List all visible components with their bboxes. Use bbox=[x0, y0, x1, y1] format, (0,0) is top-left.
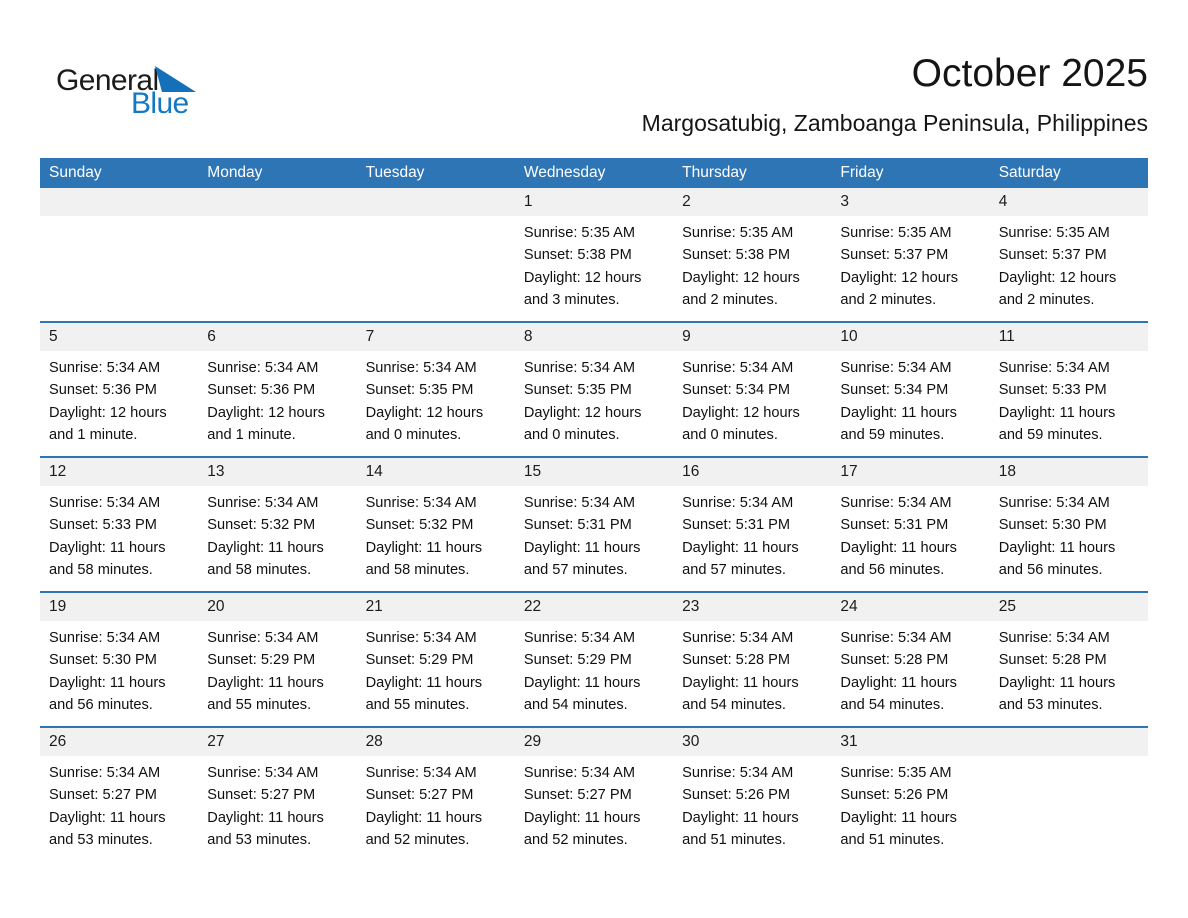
calendar-weeks bbox=[40, 188, 1148, 861]
sunset-line: Sunset: 5:38 PM bbox=[682, 247, 791, 264]
day-cell bbox=[357, 621, 515, 726]
day-number: 21 bbox=[365, 598, 383, 615]
empty-day-cell bbox=[198, 216, 356, 321]
day-number: 25 bbox=[998, 598, 1016, 615]
daylight-line: Daylight: 11 hours and 54 minutes. bbox=[840, 674, 957, 714]
day-cell bbox=[990, 621, 1148, 726]
day-cell bbox=[515, 621, 673, 726]
day-number: 2 bbox=[682, 193, 691, 210]
sunset-line: Sunset: 5:29 PM bbox=[207, 652, 316, 669]
daylight-line: Daylight: 11 hours and 53 minutes. bbox=[49, 809, 166, 849]
day-cell bbox=[198, 756, 356, 861]
daylight-line: Daylight: 12 hours and 2 minutes. bbox=[840, 269, 959, 309]
week-row bbox=[40, 188, 1148, 321]
day-cell bbox=[515, 351, 673, 456]
sunrise-line: Sunrise: 5:34 AM bbox=[840, 630, 952, 646]
weekday-label: Sunday bbox=[49, 164, 102, 181]
sunset-line: Sunset: 5:37 PM bbox=[998, 247, 1107, 264]
day-cell bbox=[515, 486, 673, 591]
sunset-line: Sunset: 5:31 PM bbox=[523, 517, 632, 534]
day-cell bbox=[40, 621, 198, 726]
weekday-label: Thursday bbox=[682, 164, 747, 181]
sunrise-line: Sunrise: 5:34 AM bbox=[682, 360, 794, 376]
sunrise-line: Sunrise: 5:34 AM bbox=[207, 765, 319, 781]
day-cell bbox=[357, 351, 515, 456]
day-number: 13 bbox=[207, 463, 225, 480]
sunset-line: Sunset: 5:29 PM bbox=[523, 652, 632, 669]
day-cell bbox=[673, 621, 831, 726]
day-cell bbox=[357, 756, 515, 861]
daylight-line: Daylight: 12 hours and 3 minutes. bbox=[523, 269, 642, 309]
daylight-line: Daylight: 12 hours and 0 minutes. bbox=[682, 404, 800, 444]
sunset-line: Sunset: 5:26 PM bbox=[840, 787, 949, 804]
sunrise-line: Sunrise: 5:34 AM bbox=[840, 495, 952, 511]
weekday-label: Monday bbox=[207, 164, 263, 181]
weekday-label: Wednesday bbox=[523, 164, 606, 181]
day-cell bbox=[990, 486, 1148, 591]
day-number: 22 bbox=[523, 598, 542, 615]
sunrise-line: Sunrise: 5:35 AM bbox=[840, 765, 952, 781]
sunrise-line: Sunrise: 5:34 AM bbox=[523, 360, 635, 376]
sunset-line: Sunset: 5:36 PM bbox=[49, 382, 157, 399]
daylight-line: Daylight: 11 hours and 54 minutes. bbox=[682, 674, 799, 714]
sunrise-line: Sunrise: 5:34 AM bbox=[365, 765, 477, 781]
day-details-row bbox=[40, 486, 1148, 591]
weekday-label: Friday bbox=[840, 164, 884, 181]
day-cell bbox=[40, 486, 198, 591]
day-cell bbox=[198, 351, 356, 456]
daylight-line: Daylight: 11 hours and 52 minutes. bbox=[365, 809, 483, 849]
daylight-line: Daylight: 11 hours and 58 minutes. bbox=[207, 539, 324, 579]
week-row bbox=[40, 726, 1148, 861]
day-number: 10 bbox=[840, 328, 858, 345]
day-number: 5 bbox=[49, 328, 58, 345]
day-cell bbox=[831, 486, 989, 591]
day-details-row bbox=[40, 621, 1148, 726]
daylight-line: Daylight: 11 hours and 58 minutes. bbox=[365, 539, 483, 579]
sunrise-line: Sunrise: 5:34 AM bbox=[49, 360, 161, 376]
day-number: 26 bbox=[49, 733, 67, 750]
day-number: 1 bbox=[523, 193, 533, 210]
day-cell bbox=[198, 486, 356, 591]
daylight-line: Daylight: 11 hours and 54 minutes. bbox=[523, 674, 641, 714]
sunrise-line: Sunrise: 5:34 AM bbox=[365, 360, 477, 376]
sunrise-line: Sunrise: 5:34 AM bbox=[365, 495, 477, 511]
sunrise-line: Sunrise: 5:34 AM bbox=[365, 630, 477, 646]
day-number: 20 bbox=[207, 598, 225, 615]
sunset-line: Sunset: 5:27 PM bbox=[207, 787, 316, 804]
day-number: 29 bbox=[523, 733, 542, 750]
sunset-line: Sunset: 5:32 PM bbox=[365, 517, 474, 534]
sunrise-line: Sunrise: 5:34 AM bbox=[998, 360, 1110, 376]
daylight-line: Daylight: 11 hours and 56 minutes. bbox=[998, 539, 1116, 579]
sunrise-line: Sunrise: 5:34 AM bbox=[682, 630, 794, 646]
day-cell bbox=[831, 756, 989, 861]
general-blue-logo bbox=[56, 64, 216, 120]
day-number: 17 bbox=[840, 463, 858, 480]
title-block bbox=[642, 53, 1148, 137]
sunset-line: Sunset: 5:31 PM bbox=[682, 517, 791, 534]
sunset-line: Sunset: 5:30 PM bbox=[998, 517, 1107, 534]
day-number: 16 bbox=[682, 463, 700, 480]
sunset-line: Sunset: 5:33 PM bbox=[49, 517, 157, 534]
sunset-line: Sunset: 5:34 PM bbox=[840, 382, 949, 399]
week-row bbox=[40, 591, 1148, 726]
logo-text-general: General bbox=[56, 64, 159, 97]
daylight-line: Daylight: 12 hours and 1 minute. bbox=[207, 404, 325, 444]
daylight-line: Daylight: 11 hours and 57 minutes. bbox=[682, 539, 799, 579]
sunset-line: Sunset: 5:29 PM bbox=[365, 652, 474, 669]
day-number: 18 bbox=[998, 463, 1016, 480]
sunset-line: Sunset: 5:34 PM bbox=[682, 382, 791, 399]
calendar-table bbox=[40, 158, 1148, 861]
sunset-line: Sunset: 5:36 PM bbox=[207, 382, 316, 399]
sunrise-line: Sunrise: 5:34 AM bbox=[523, 495, 635, 511]
day-cell bbox=[40, 756, 198, 861]
daylight-line: Daylight: 11 hours and 52 minutes. bbox=[523, 809, 641, 849]
day-number-band bbox=[40, 728, 1148, 756]
sunset-line: Sunset: 5:27 PM bbox=[523, 787, 632, 804]
day-cell bbox=[673, 486, 831, 591]
day-cell bbox=[198, 621, 356, 726]
sunset-line: Sunset: 5:30 PM bbox=[49, 652, 157, 669]
sunrise-line: Sunrise: 5:34 AM bbox=[682, 495, 794, 511]
day-details-row bbox=[40, 756, 1148, 861]
day-cell bbox=[673, 756, 831, 861]
sunrise-line: Sunrise: 5:34 AM bbox=[207, 630, 319, 646]
sunset-line: Sunset: 5:33 PM bbox=[998, 382, 1107, 399]
sunset-line: Sunset: 5:31 PM bbox=[840, 517, 949, 534]
daylight-line: Daylight: 11 hours and 55 minutes. bbox=[365, 674, 483, 714]
daylight-line: Daylight: 12 hours and 2 minutes. bbox=[682, 269, 800, 309]
page-title: October 2025 bbox=[911, 52, 1148, 95]
sunrise-line: Sunrise: 5:34 AM bbox=[682, 765, 794, 781]
sunrise-line: Sunrise: 5:34 AM bbox=[523, 630, 635, 646]
sunset-line: Sunset: 5:27 PM bbox=[365, 787, 474, 804]
daylight-line: Daylight: 11 hours and 55 minutes. bbox=[207, 674, 324, 714]
day-number: 28 bbox=[365, 733, 383, 750]
sunset-line: Sunset: 5:32 PM bbox=[207, 517, 316, 534]
day-number-band bbox=[40, 593, 1148, 621]
sunrise-line: Sunrise: 5:34 AM bbox=[207, 360, 319, 376]
sunrise-line: Sunrise: 5:35 AM bbox=[523, 225, 635, 241]
day-number: 31 bbox=[840, 733, 858, 750]
sunset-line: Sunset: 5:35 PM bbox=[365, 382, 474, 399]
day-cell bbox=[40, 351, 198, 456]
day-number: 15 bbox=[523, 463, 542, 480]
day-number: 27 bbox=[207, 733, 225, 750]
weekday-label: Tuesday bbox=[365, 164, 425, 181]
daylight-line: Daylight: 11 hours and 56 minutes. bbox=[49, 674, 166, 714]
sunrise-line: Sunrise: 5:34 AM bbox=[207, 495, 319, 511]
logo-text-blue: Blue bbox=[131, 87, 189, 120]
sunset-line: Sunset: 5:28 PM bbox=[998, 652, 1107, 669]
sunset-line: Sunset: 5:28 PM bbox=[840, 652, 949, 669]
empty-day-cell bbox=[40, 216, 198, 321]
location-subtitle: Margosatubig, Zamboanga Peninsula, Philippines bbox=[641, 109, 1148, 136]
day-cell bbox=[673, 351, 831, 456]
day-cell bbox=[515, 216, 673, 321]
day-cell bbox=[515, 756, 673, 861]
daylight-line: Daylight: 11 hours and 58 minutes. bbox=[49, 539, 166, 579]
sunrise-line: Sunrise: 5:34 AM bbox=[523, 765, 635, 781]
daylight-line: Daylight: 11 hours and 59 minutes. bbox=[840, 404, 957, 444]
day-number: 8 bbox=[523, 328, 533, 345]
sunrise-line: Sunrise: 5:35 AM bbox=[682, 225, 794, 241]
daylight-line: Daylight: 12 hours and 2 minutes. bbox=[998, 269, 1117, 309]
sunset-line: Sunset: 5:37 PM bbox=[840, 247, 949, 264]
day-number: 6 bbox=[207, 328, 216, 345]
daylight-line: Daylight: 11 hours and 51 minutes. bbox=[840, 809, 957, 849]
day-cell bbox=[990, 216, 1148, 321]
sunrise-line: Sunrise: 5:34 AM bbox=[998, 630, 1110, 646]
day-number: 7 bbox=[365, 328, 375, 345]
day-number-band bbox=[40, 458, 1148, 486]
day-number: 19 bbox=[49, 598, 67, 615]
week-row bbox=[40, 456, 1148, 591]
sunrise-line: Sunrise: 5:34 AM bbox=[49, 495, 161, 511]
daylight-line: Daylight: 12 hours and 0 minutes. bbox=[523, 404, 642, 444]
sunrise-line: Sunrise: 5:35 AM bbox=[840, 225, 952, 241]
day-number: 4 bbox=[998, 193, 1008, 210]
day-cell bbox=[831, 216, 989, 321]
sunset-line: Sunset: 5:28 PM bbox=[682, 652, 791, 669]
empty-day-cell bbox=[357, 216, 515, 321]
day-number: 23 bbox=[682, 598, 700, 615]
daylight-line: Daylight: 11 hours and 53 minutes. bbox=[998, 674, 1116, 714]
day-number: 9 bbox=[682, 328, 691, 345]
day-number: 14 bbox=[365, 463, 383, 480]
day-cell bbox=[831, 621, 989, 726]
daylight-line: Daylight: 11 hours and 56 minutes. bbox=[840, 539, 957, 579]
sunset-line: Sunset: 5:26 PM bbox=[682, 787, 791, 804]
sunrise-line: Sunrise: 5:34 AM bbox=[49, 630, 161, 646]
day-details-row bbox=[40, 351, 1148, 456]
sunrise-line: Sunrise: 5:34 AM bbox=[840, 360, 952, 376]
daylight-line: Daylight: 11 hours and 51 minutes. bbox=[682, 809, 799, 849]
daylight-line: Daylight: 12 hours and 1 minute. bbox=[49, 404, 167, 444]
empty-day-cell bbox=[990, 756, 1148, 861]
day-details-row bbox=[40, 216, 1148, 321]
weekday-label: Saturday bbox=[998, 164, 1061, 181]
day-cell bbox=[673, 216, 831, 321]
sunset-line: Sunset: 5:27 PM bbox=[49, 787, 157, 804]
sunrise-line: Sunrise: 5:34 AM bbox=[49, 765, 161, 781]
daylight-line: Daylight: 11 hours and 59 minutes. bbox=[998, 404, 1116, 444]
day-number-band bbox=[40, 188, 1148, 216]
week-row bbox=[40, 321, 1148, 456]
day-number-band bbox=[40, 323, 1148, 351]
day-number: 12 bbox=[49, 463, 67, 480]
day-cell bbox=[831, 351, 989, 456]
daylight-line: Daylight: 11 hours and 57 minutes. bbox=[523, 539, 641, 579]
day-cell bbox=[990, 351, 1148, 456]
sunrise-line: Sunrise: 5:34 AM bbox=[998, 495, 1110, 511]
weekday-header-row bbox=[40, 158, 1148, 188]
day-number: 24 bbox=[840, 598, 858, 615]
day-number: 11 bbox=[998, 328, 1015, 345]
daylight-line: Daylight: 12 hours and 0 minutes. bbox=[365, 404, 484, 444]
day-number: 3 bbox=[840, 193, 850, 210]
daylight-line: Daylight: 11 hours and 53 minutes. bbox=[207, 809, 324, 849]
day-number: 30 bbox=[682, 733, 700, 750]
day-cell bbox=[357, 486, 515, 591]
sunrise-line: Sunrise: 5:35 AM bbox=[998, 225, 1110, 241]
sunset-line: Sunset: 5:38 PM bbox=[523, 247, 632, 264]
sunset-line: Sunset: 5:35 PM bbox=[523, 382, 632, 399]
